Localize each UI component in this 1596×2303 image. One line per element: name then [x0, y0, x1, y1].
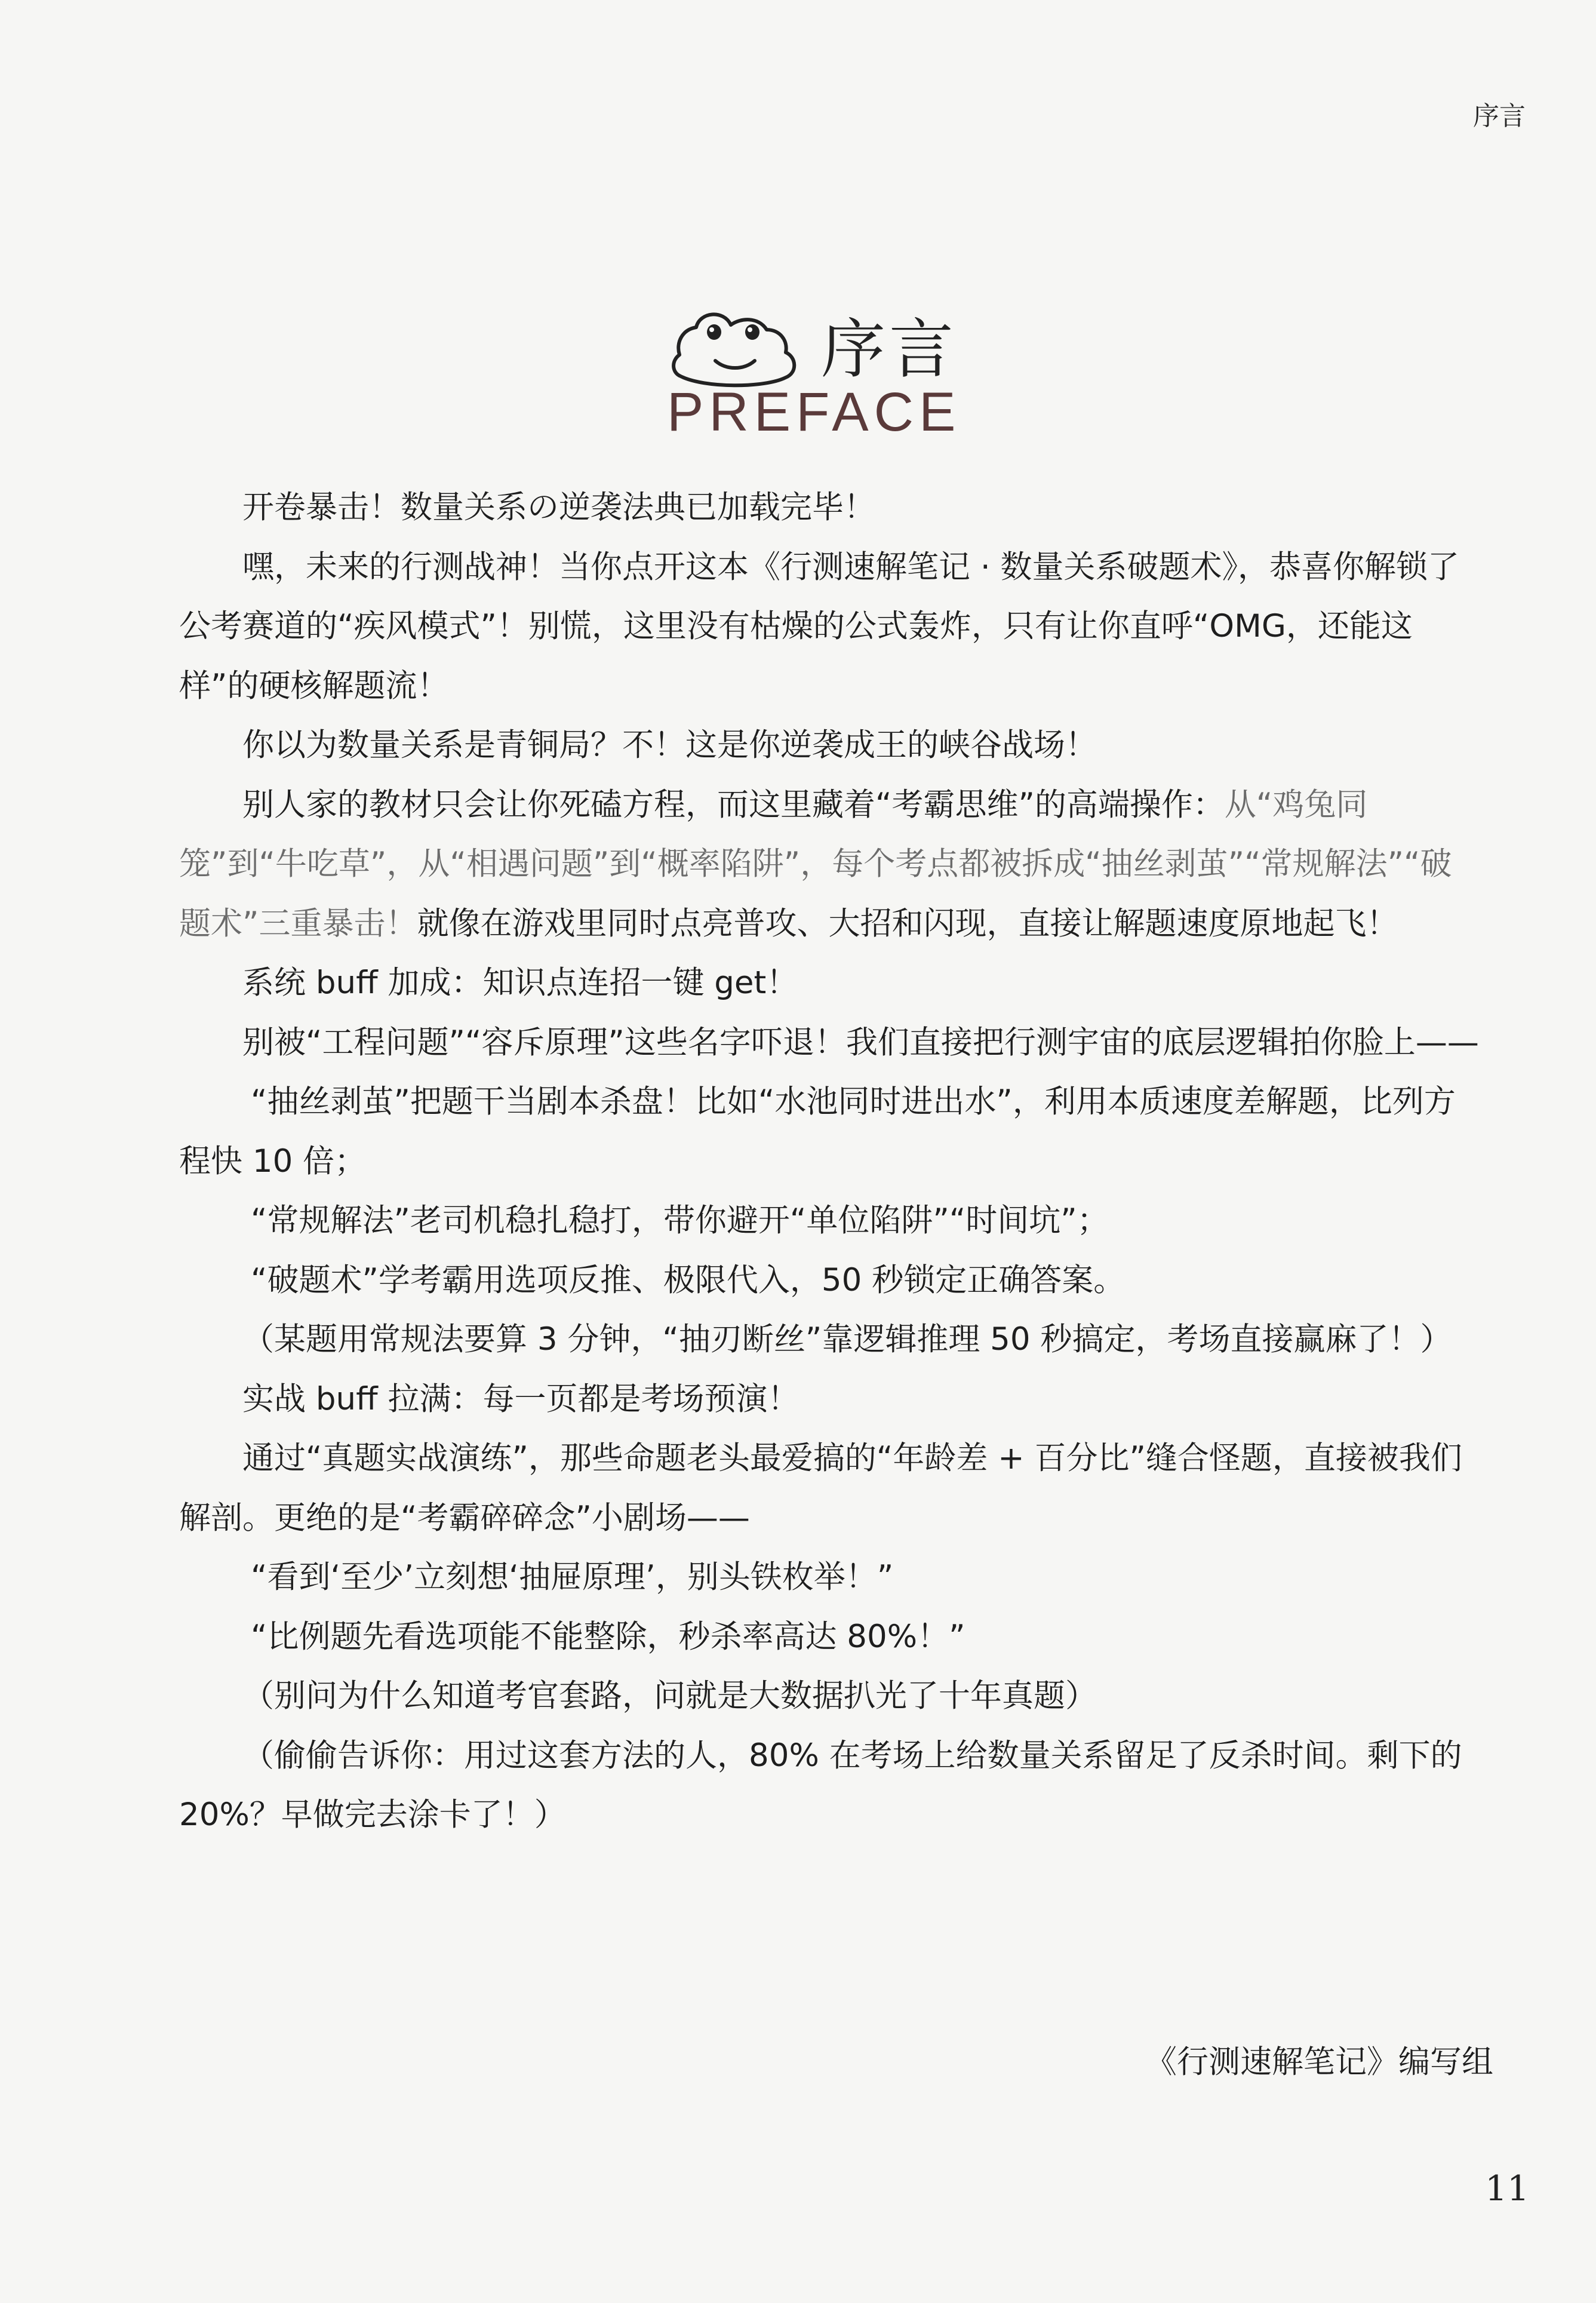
- paragraph: [179, 775, 1481, 954]
- paragraph: （某题用常规法要算 3 分钟，“抽刃断丝”靠逻辑推理 50 秒搞定，考场直接赢麻了！）: [242, 1321, 1452, 1358]
- paragraph-text: 就像在游戏里同时点亮普攻、大招和闪现，直接让解题速度原地起飞！: [417, 905, 1398, 942]
- title-chinese: 序言: [821, 312, 958, 387]
- paragraph: 系统 buff 加成：知识点连招一键 get！: [242, 965, 798, 1001]
- paragraph: 开卷暴击！数量关系の逆袭法典已加载完毕！: [242, 489, 875, 526]
- paragraph: 实战 buff 拉满：每一页都是考场预演！: [242, 1380, 799, 1417]
- paragraph: “破题术”学考霸用选项反推、极限代入，50 秒锁定正确答案。: [251, 1261, 1125, 1298]
- running-head: 序言: [1473, 101, 1526, 131]
- paragraph: （别问为什么知道考官套路，问就是大数据扒光了十年真题）: [242, 1678, 1097, 1714]
- paragraph: “常规解法”老司机稳扎稳打，带你避开“单位陷阱”“时间坑”；: [251, 1202, 1109, 1239]
- page-number: 11: [1485, 2168, 1529, 2209]
- paragraph: “比例题先看选项能不能整除，秒杀率高达 80%！”: [251, 1618, 965, 1655]
- paragraph: 通过“真题实战演练”，那些命题老头最爱搞的“年龄差 + 百分比”缝合怪题，直接被我们解剖。更绝的是“考霸碎碎念”小剧场——: [179, 1440, 1462, 1536]
- highlighted-text: 从“鸡兔同笼”到“牛吃草”，从“相遇问题”到“概率陷阱”，每个考点都被拆成“抽丝剥茧”“常规解法”“破题术”三重暴击！: [179, 786, 1452, 942]
- paragraph: “看到‘至少’立刻想‘抽屉原理’，别头铁枚举！”: [251, 1559, 894, 1595]
- paragraph: （偷偷告诉你：用过这套方法的人，80% 在考场上给数量关系留足了反杀时间。剩下的 20%？早做完去涂卡了！）: [179, 1737, 1462, 1833]
- title-english: PREFACE: [667, 382, 961, 443]
- paragraph: 你以为数量关系是青铜局？不！这是你逆袭成王的峡谷战场！: [242, 727, 1097, 763]
- paragraph-text: 别人家的教材只会让你死磕方程，而这里藏着“考霸思维”的高端操作：: [242, 786, 1225, 823]
- paragraph: 别被“工程问题”“容斥原理”这些名字吓退！我们直接把行测宇宙的底层逻辑拍你脸上——: [242, 1024, 1479, 1061]
- paragraph: “抽丝剥茧”把题干当剧本杀盘！比如“水池同时进出水”，利用本质速度差解题，比列方程快 10 倍；: [179, 1083, 1456, 1180]
- signature: 《行测速解笔记》编写组: [1145, 2044, 1493, 2080]
- preface-body: [179, 478, 1481, 1845]
- paragraph: 嘿，未来的行测战神！当你点开这本《行测速解笔记 · 数量关系破题术》，恭喜你解锁了公考赛道的“疾风模式”！别慌，这里没有枯燥的公式轰炸，只有让你直呼“OMG，还能这样”的硬核解题流！: [179, 548, 1460, 704]
- title-block: [667, 293, 961, 448]
